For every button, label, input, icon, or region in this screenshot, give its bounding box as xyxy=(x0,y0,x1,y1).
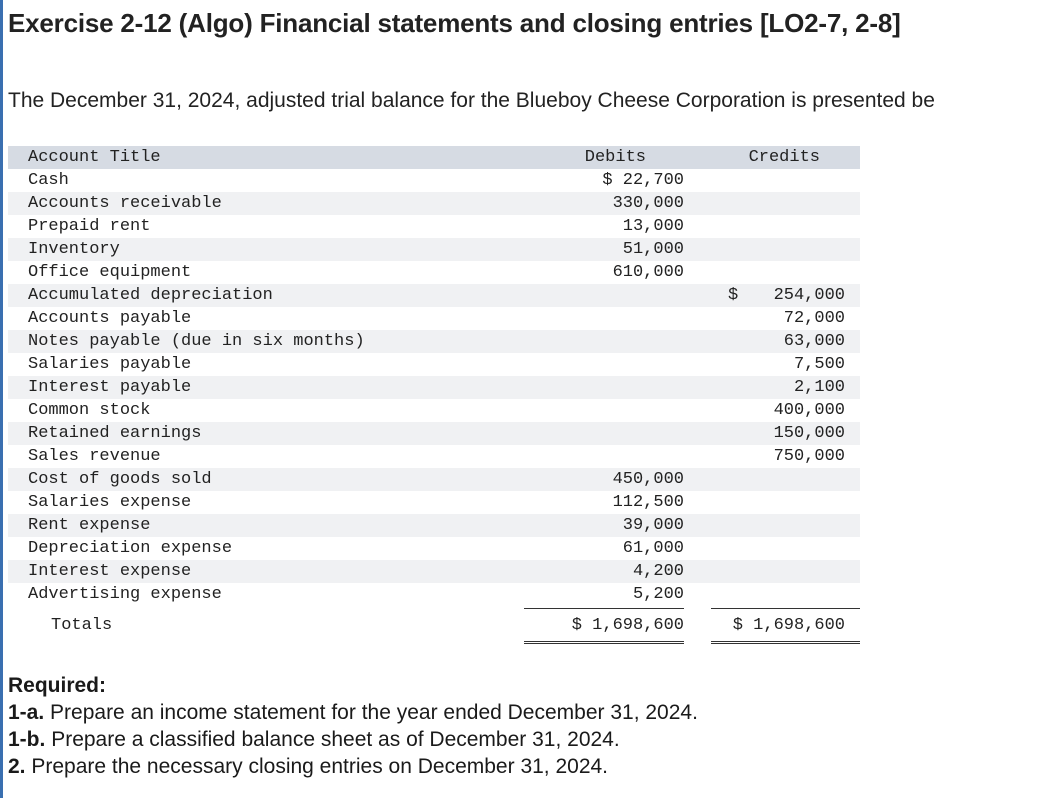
debit-amount: 112,500 xyxy=(612,493,684,512)
account-name: Retained earnings xyxy=(28,424,202,443)
credit-double-rule xyxy=(711,641,860,644)
left-accent-bar xyxy=(0,0,3,798)
account-name: Sales revenue xyxy=(28,447,161,466)
credit-amount: 63,000 xyxy=(783,332,845,351)
table-header-row xyxy=(8,146,860,169)
debit-amount: 4,200 xyxy=(632,562,684,581)
debit-amount: 39,000 xyxy=(622,516,684,535)
account-name: Salaries expense xyxy=(28,493,192,512)
table-row xyxy=(8,192,860,215)
header-account-title: Account Title xyxy=(28,148,161,167)
required-item-text: Prepare an income statement for the year ended December 31, 2024. xyxy=(50,701,698,724)
debit-amount: 51,000 xyxy=(622,240,684,259)
account-name: Cost of goods sold xyxy=(28,470,212,489)
account-name: Depreciation expense xyxy=(28,539,233,558)
debit-amount: 61,000 xyxy=(622,539,684,558)
account-name: Inventory xyxy=(28,240,120,259)
account-name: Common stock xyxy=(28,401,151,420)
table-row xyxy=(8,261,860,284)
debit-amount: $ 22,700 xyxy=(602,171,684,190)
account-name: Accounts payable xyxy=(28,309,192,328)
account-name: Cash xyxy=(28,171,69,190)
table-row xyxy=(8,215,860,238)
table-row xyxy=(8,445,860,468)
exercise-title: Exercise 2-12 (Algo) Financial statements and closing entries [LO2-7, 2-8] xyxy=(8,8,901,38)
credit-dollar-sign: $ xyxy=(728,286,739,305)
debit-amount: 5,200 xyxy=(632,585,684,604)
required-item-text: Prepare the necessary closing entries on December 31, 2024. xyxy=(31,755,609,778)
table-row xyxy=(8,376,860,399)
required-item-label: 1-a. xyxy=(8,701,45,724)
table-row xyxy=(8,169,860,192)
totals-label: Totals xyxy=(51,616,113,635)
debit-amount: 13,000 xyxy=(622,217,684,236)
account-name: Salaries payable xyxy=(28,355,192,374)
account-name: Prepaid rent xyxy=(28,217,151,236)
required-item xyxy=(8,753,698,780)
required-item xyxy=(8,726,698,753)
credit-amount: 254,000 xyxy=(773,286,845,305)
required-item-label: 2. xyxy=(8,755,26,778)
account-name: Accounts receivable xyxy=(28,194,222,213)
table-row xyxy=(8,468,860,491)
required-list xyxy=(8,699,698,780)
table-row xyxy=(8,422,860,445)
table-row xyxy=(8,307,860,330)
credit-amount: 400,000 xyxy=(773,401,845,420)
account-name: Accumulated depreciation xyxy=(28,286,273,305)
debit-amount: 330,000 xyxy=(612,194,684,213)
required-heading: Required: xyxy=(8,674,107,697)
table-row xyxy=(8,284,860,307)
table-row xyxy=(8,399,860,422)
credit-amount: 72,000 xyxy=(783,309,845,328)
required-item xyxy=(8,699,698,726)
debit-amount: 450,000 xyxy=(612,470,684,489)
trial-balance-table xyxy=(8,146,860,644)
totals-debit: $ 1,698,600 xyxy=(571,616,684,635)
account-name: Advertising expense xyxy=(28,585,222,604)
account-name: Notes payable (due in six months) xyxy=(28,332,365,351)
debit-amount: 610,000 xyxy=(612,263,684,282)
required-item-text: Prepare a classified balance sheet as of December 31, 2024. xyxy=(51,728,620,751)
table-row xyxy=(8,330,860,353)
debit-double-rule xyxy=(524,641,684,644)
credit-amount: 750,000 xyxy=(773,447,845,466)
credit-amount: 7,500 xyxy=(793,355,845,374)
table-row xyxy=(8,491,860,514)
table-row xyxy=(8,583,860,606)
header-debits: Debits xyxy=(584,148,646,167)
credit-amount: 150,000 xyxy=(773,424,845,443)
account-name: Interest payable xyxy=(28,378,192,397)
table-row xyxy=(8,537,860,560)
table-row xyxy=(8,560,860,583)
account-name: Interest expense xyxy=(28,562,192,581)
account-name: Office equipment xyxy=(28,263,192,282)
required-item-label: 1-b. xyxy=(8,728,46,751)
table-row xyxy=(8,238,860,261)
totals-credit: $ 1,698,600 xyxy=(732,616,845,635)
table-body xyxy=(8,169,860,606)
intro-text: The December 31, 2024, adjusted trial balance for the Blueboy Cheese Corporation is presented be xyxy=(8,89,935,112)
required-section xyxy=(8,673,698,780)
account-name: Rent expense xyxy=(28,516,151,535)
header-credits: Credits xyxy=(748,148,820,167)
table-row xyxy=(8,353,860,376)
table-row xyxy=(8,514,860,537)
credit-amount: 2,100 xyxy=(793,378,845,397)
totals-row xyxy=(8,608,860,644)
